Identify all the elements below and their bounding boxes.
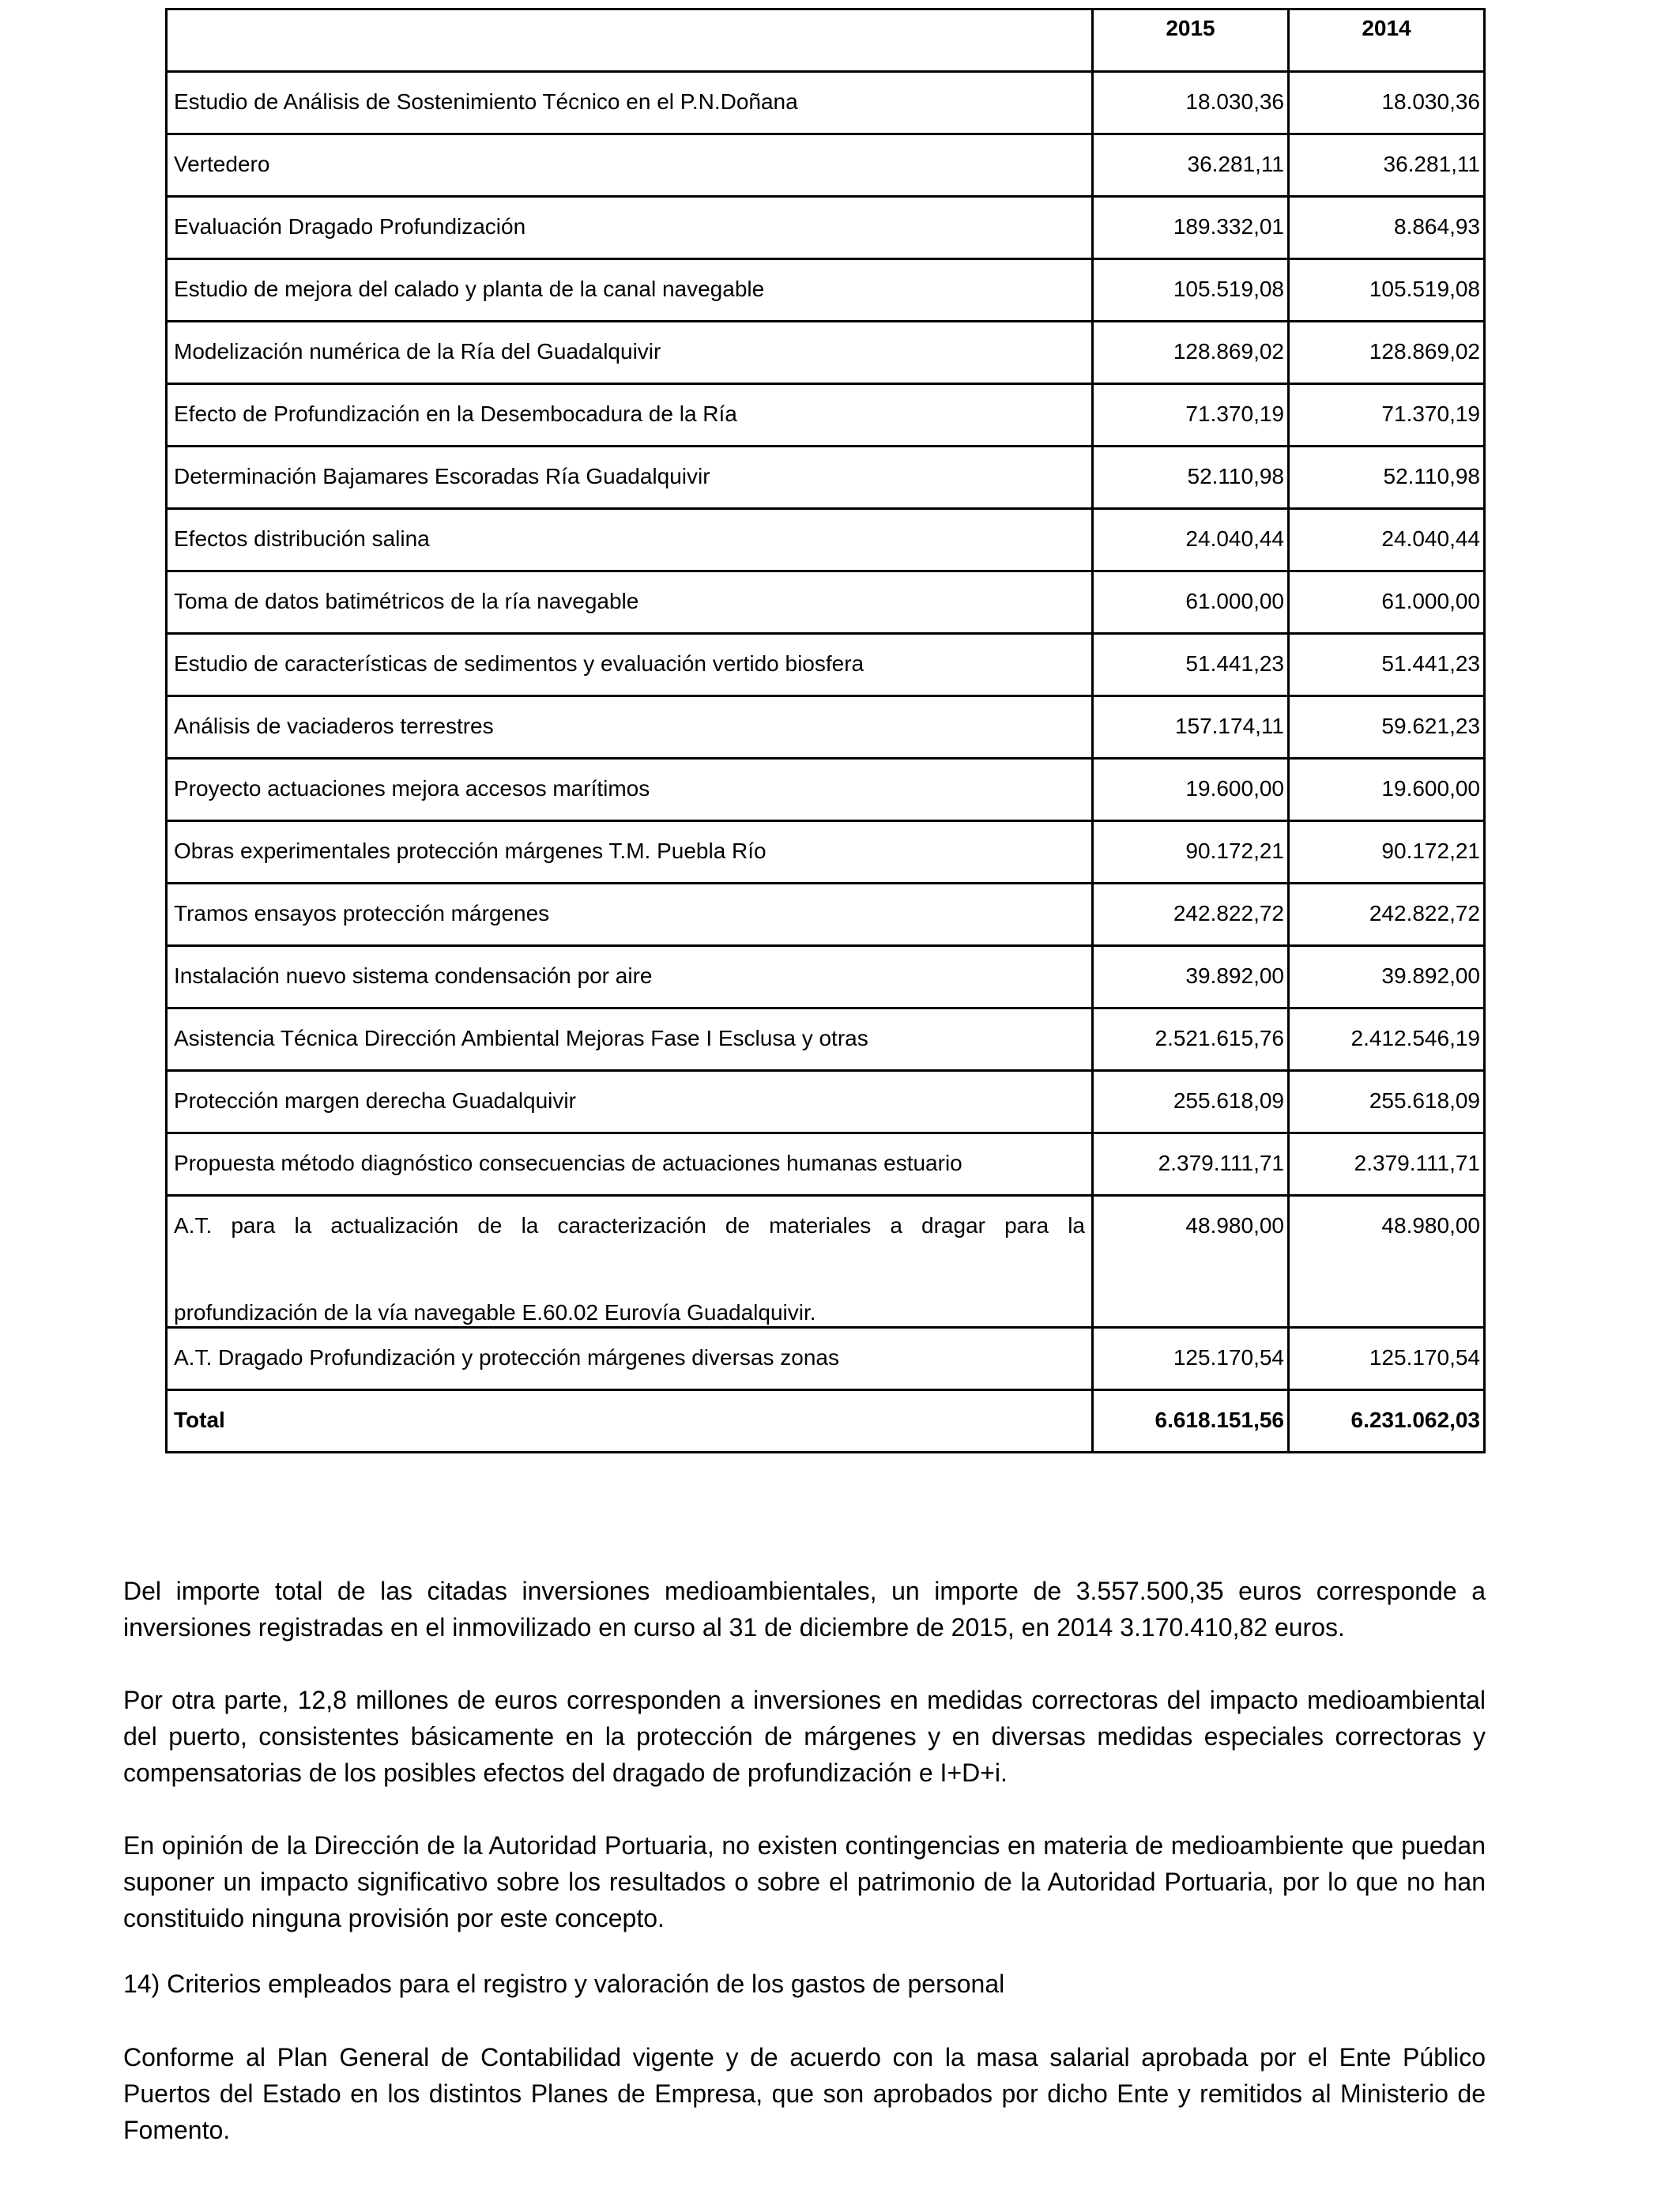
row-value-2014: 125.170,54: [1289, 1328, 1485, 1390]
row-value-2014: 39.892,00: [1289, 946, 1485, 1008]
table-row: [167, 72, 1485, 134]
row-value-2014: 128.869,02: [1289, 322, 1485, 384]
table-row: [167, 884, 1485, 946]
row-description: Protección margen derecha Guadalquivir: [167, 1071, 1093, 1133]
row-description-line-1: A.T. para la actualización de la caracterización de materiales a dragar para la: [174, 1213, 1085, 1238]
row-value-2015: 19.600,00: [1093, 759, 1289, 821]
total-value-2015: 6.618.151,56: [1093, 1390, 1289, 1453]
row-value-2015: 157.174,11: [1093, 696, 1289, 759]
row-value-2014: 18.030,36: [1289, 72, 1485, 134]
table-row: [167, 197, 1485, 259]
row-value-2015: 90.172,21: [1093, 821, 1289, 884]
total-value-2014: 6.231.062,03: [1289, 1390, 1485, 1453]
table-row: [167, 447, 1485, 509]
row-value-2014: 90.172,21: [1289, 821, 1485, 884]
row-value-2015: 242.822,72: [1093, 884, 1289, 946]
row-value-2014: 36.281,11: [1289, 134, 1485, 197]
table-row: [167, 384, 1485, 447]
row-description: Estudio de características de sedimentos y evaluación vertido biosfera: [167, 634, 1093, 696]
table-row: [167, 1071, 1485, 1133]
header-2014: 2014: [1289, 9, 1485, 72]
row-description: Instalación nuevo sistema condensación por aire: [167, 946, 1093, 1008]
total-label: Total: [167, 1390, 1093, 1453]
table-row: [167, 571, 1485, 634]
row-description: Estudio de Análisis de Sostenimiento Técnico en el P.N.Doñana: [167, 72, 1093, 134]
row-value-2015: 189.332,01: [1093, 197, 1289, 259]
table-row: [167, 634, 1485, 696]
table-row: [167, 322, 1485, 384]
row-value-2014: 105.519,08: [1289, 259, 1485, 322]
table-row: [167, 821, 1485, 884]
row-description: Proyecto actuaciones mejora accesos marítimos: [167, 759, 1093, 821]
table-row: [167, 1133, 1485, 1196]
row-value-2015: 24.040,44: [1093, 509, 1289, 571]
row-description: Propuesta método diagnóstico consecuencias de actuaciones humanas estuario: [167, 1133, 1093, 1196]
row-value-2015: 18.030,36: [1093, 72, 1289, 134]
row-value-2015: 125.170,54: [1093, 1328, 1289, 1390]
environmental-investments-table: [165, 8, 1486, 1453]
table-row: [167, 134, 1485, 197]
row-value-2014: 48.980,00: [1289, 1196, 1485, 1328]
row-value-2015: 51.441,23: [1093, 634, 1289, 696]
paragraph-medidas-correctoras: Por otra parte, 12,8 millones de euros corresponden a inversiones en medidas correctoras del impacto medioambiental del puerto, consistentes básicamente en la protección de márgenes y en diversas medidas especiales correctoras y compensatorias de los posibles efectos del dragado de profundización e I+D+i.: [123, 1686, 1486, 1787]
row-value-2014: 255.618,09: [1289, 1071, 1485, 1133]
row-description: Modelización numérica de la Ría del Guadalquivir: [167, 322, 1093, 384]
row-value-2015: 2.379.111,71: [1093, 1133, 1289, 1196]
table-total-row: [167, 1390, 1485, 1453]
paragraph-inmovilizado: Del importe total de las citadas inversiones medioambientales, un importe de 3.557.500,35 euros corresponde a inversiones registradas en el inmovilizado en curso al 31 de diciembre de 2015, en 2014 3.170.410,82 euros.: [123, 1577, 1486, 1642]
section-heading-14: 14) Criterios empleados para el registro y valoración de los gastos de personal: [123, 1970, 1005, 1998]
paragraph-gastos-personal: Conforme al Plan General de Contabilidad vigente y de acuerdo con la masa salarial aprobada por el Ente Público Puertos del Estado en los distintos Planes de Empresa, que son aprobados por dicho Ente y remitidos al Ministerio de Fomento.: [123, 2043, 1486, 2144]
row-value-2015: 255.618,09: [1093, 1071, 1289, 1133]
table-row: [167, 1196, 1485, 1328]
row-value-2015: 39.892,00: [1093, 946, 1289, 1008]
row-value-2014: 71.370,19: [1289, 384, 1485, 447]
table-row: [167, 946, 1485, 1008]
table-row: [167, 259, 1485, 322]
header-description: [167, 9, 1093, 72]
row-value-2015: 52.110,98: [1093, 447, 1289, 509]
row-description: A.T. Dragado Profundización y protección márgenes diversas zonas: [167, 1328, 1093, 1390]
row-value-2014: 59.621,23: [1289, 696, 1485, 759]
row-value-2014: 52.110,98: [1289, 447, 1485, 509]
row-description: [167, 1196, 1093, 1328]
table-header-row: [167, 9, 1485, 72]
row-value-2014: 61.000,00: [1289, 571, 1485, 634]
row-value-2015: 105.519,08: [1093, 259, 1289, 322]
header-2015: 2015: [1093, 9, 1289, 72]
row-description: Análisis de vaciaderos terrestres: [167, 696, 1093, 759]
row-description: Evaluación Dragado Profundización: [167, 197, 1093, 259]
row-description: Estudio de mejora del calado y planta de la canal navegable: [167, 259, 1093, 322]
table-row: [167, 1328, 1485, 1390]
row-description: Toma de datos batimétricos de la ría navegable: [167, 571, 1093, 634]
row-value-2014: 242.822,72: [1289, 884, 1485, 946]
row-value-2015: 128.869,02: [1093, 322, 1289, 384]
row-description: Asistencia Técnica Dirección Ambiental Mejoras Fase I Esclusa y otras: [167, 1008, 1093, 1071]
row-value-2014: 19.600,00: [1289, 759, 1485, 821]
row-value-2014: 24.040,44: [1289, 509, 1485, 571]
row-value-2014: 51.441,23: [1289, 634, 1485, 696]
paragraph-contingencias: En opinión de la Dirección de la Autoridad Portuaria, no existen contingencias en materia de medioambiente que puedan suponer un impacto significativo sobre los resultados o sobre el patrimonio de la Autoridad Portuaria, por lo que no han constituido ninguna provisión por este concepto.: [123, 1831, 1486, 1932]
table-row: [167, 1008, 1485, 1071]
row-value-2015: 48.980,00: [1093, 1196, 1289, 1328]
row-value-2014: 2.412.546,19: [1289, 1008, 1485, 1071]
row-description-line-2: profundización de la vía navegable E.60.02 Eurovía Guadalquivir.: [174, 1300, 816, 1325]
row-value-2014: 8.864,93: [1289, 197, 1485, 259]
row-description: Efectos distribución salina: [167, 509, 1093, 571]
table-row: [167, 509, 1485, 571]
row-value-2015: 36.281,11: [1093, 134, 1289, 197]
row-description: Tramos ensayos protección márgenes: [167, 884, 1093, 946]
row-value-2015: 2.521.615,76: [1093, 1008, 1289, 1071]
row-description: Efecto de Profundización en la Desembocadura de la Ría: [167, 384, 1093, 447]
row-description: Obras experimentales protección márgenes T.M. Puebla Río: [167, 821, 1093, 884]
row-value-2014: 2.379.111,71: [1289, 1133, 1485, 1196]
row-description: Vertedero: [167, 134, 1093, 197]
row-value-2015: 61.000,00: [1093, 571, 1289, 634]
row-description: Determinación Bajamares Escoradas Ría Guadalquivir: [167, 447, 1093, 509]
table-row: [167, 759, 1485, 821]
row-value-2015: 71.370,19: [1093, 384, 1289, 447]
table-row: [167, 696, 1485, 759]
